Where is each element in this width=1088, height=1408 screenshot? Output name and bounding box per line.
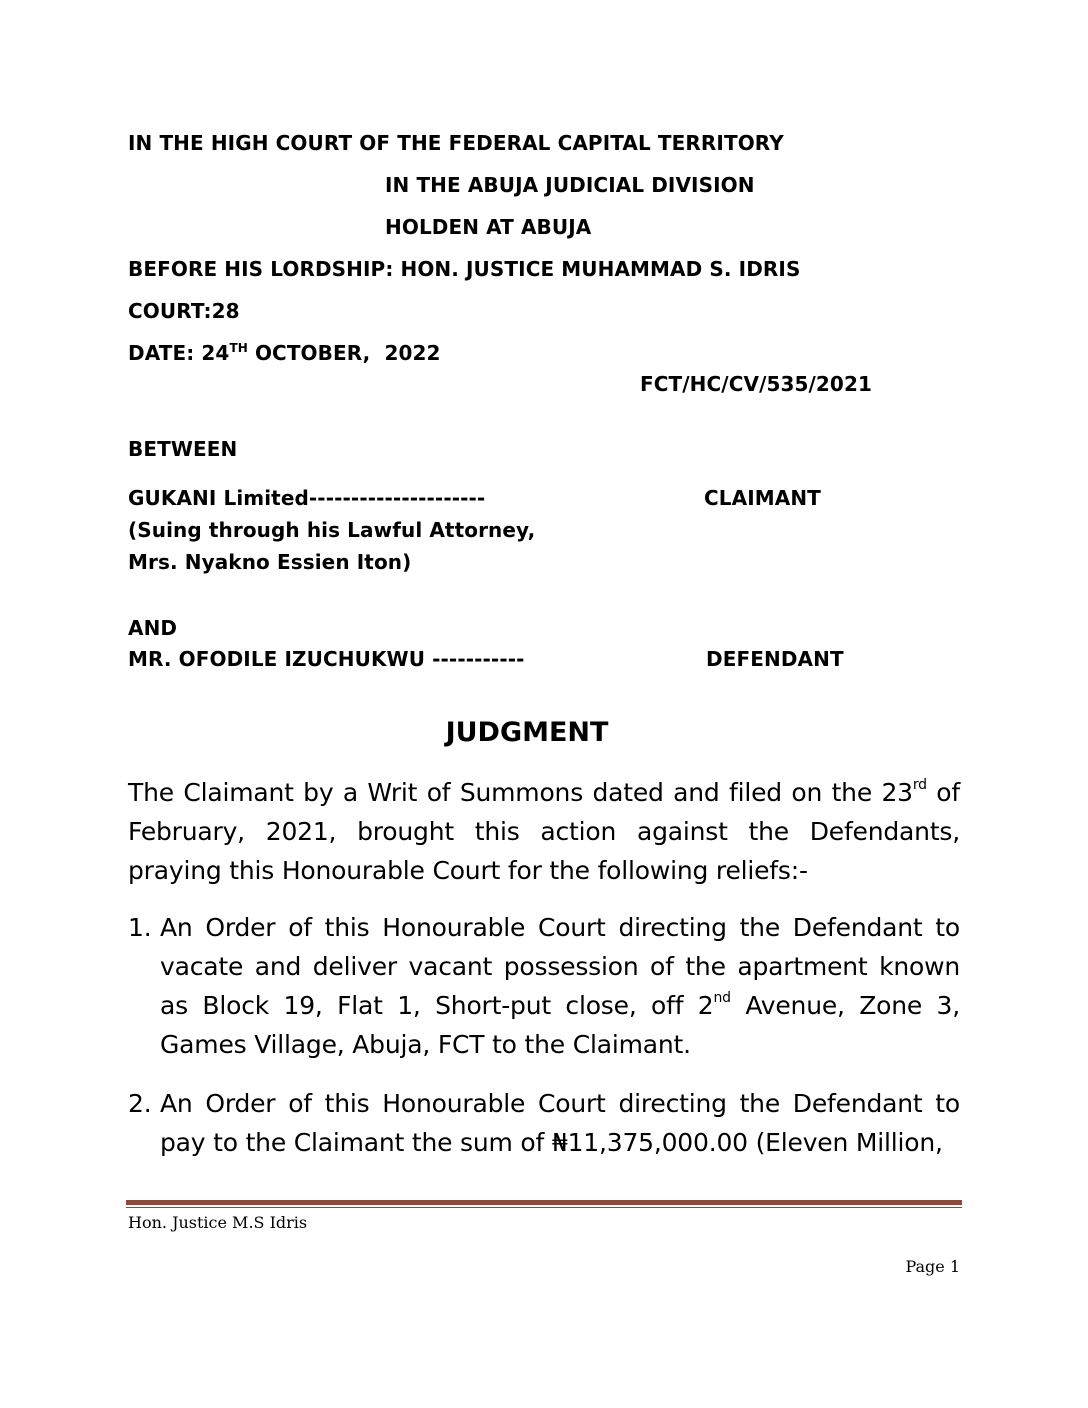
judgment-date xyxy=(128,341,441,365)
intro-text-a: The Claimant by a Writ of Summons dated and filed on the 23 xyxy=(128,778,913,807)
relief-item xyxy=(128,1084,960,1162)
and-label: AND xyxy=(128,616,178,640)
court-number: COURT:28 xyxy=(128,299,240,323)
date-ordinal: TH xyxy=(229,341,248,355)
date-suffix: OCTOBER, 2022 xyxy=(247,341,441,365)
footer-rule-thin xyxy=(126,1207,962,1208)
between-label: BETWEEN xyxy=(128,437,238,461)
claimant-note-line-1: (Suing through his Lawful Attorney, xyxy=(128,518,536,542)
relief-number: 2. xyxy=(128,1089,152,1118)
before-lordship: BEFORE HIS LORDSHIP: HON. JUSTICE MUHAMMAD S. IDRIS xyxy=(128,257,801,281)
relief-text-b: Avenue, Zone 3, Games Village, Abuja, FCT to the Claimant. xyxy=(160,991,960,1059)
suit-number: FCT/HC/CV/535/2021 xyxy=(640,372,872,396)
relief-number: 1. xyxy=(128,913,152,942)
holden-at: HOLDEN AT ABUJA xyxy=(385,215,592,239)
intro-paragraph xyxy=(128,773,960,890)
footer-judge: Hon. Justice M.S Idris xyxy=(128,1213,308,1232)
relief-item xyxy=(128,908,960,1064)
relief-ordinal: nd xyxy=(713,990,731,1006)
intro-ordinal: rd xyxy=(912,777,927,793)
claimant-name: GUKANI Limited--------------------- xyxy=(128,486,486,510)
relief-text-a: An Order of this Honourable Court directing the Defendant to vacate and deliver vacant possession of the apartment known as Block 19, Flat 1, Short-put close, off 2 xyxy=(160,913,960,1020)
footer-rule-thick xyxy=(126,1200,962,1205)
relief-text xyxy=(160,908,960,1064)
page-number: Page 1 xyxy=(905,1257,960,1276)
claimant-role: CLAIMANT xyxy=(704,486,821,510)
claimant-note-line-2: Mrs. Nyakno Essien Iton) xyxy=(128,550,412,574)
defendant-name: MR. OFODILE IZUCHUKWU ----------- xyxy=(128,647,525,671)
defendant-role: DEFENDANT xyxy=(706,647,844,671)
judicial-division: IN THE ABUJA JUDICIAL DIVISION xyxy=(385,173,755,197)
date-prefix: DATE: 24 xyxy=(128,341,230,365)
relief-text-a: An Order of this Honourable Court directing the Defendant to pay to the Claimant the sum of ₦11,375,000.00 (Eleven Million, xyxy=(160,1089,960,1157)
relief-text xyxy=(160,1084,960,1162)
intro-text-b: of February, 2021, brought this action against the Defendants, praying this Honourable Court for the following reliefs:- xyxy=(128,778,960,885)
judgment-title: JUDGMENT xyxy=(445,717,609,748)
court-name: IN THE HIGH COURT OF THE FEDERAL CAPITAL TERRITORY xyxy=(128,131,784,155)
